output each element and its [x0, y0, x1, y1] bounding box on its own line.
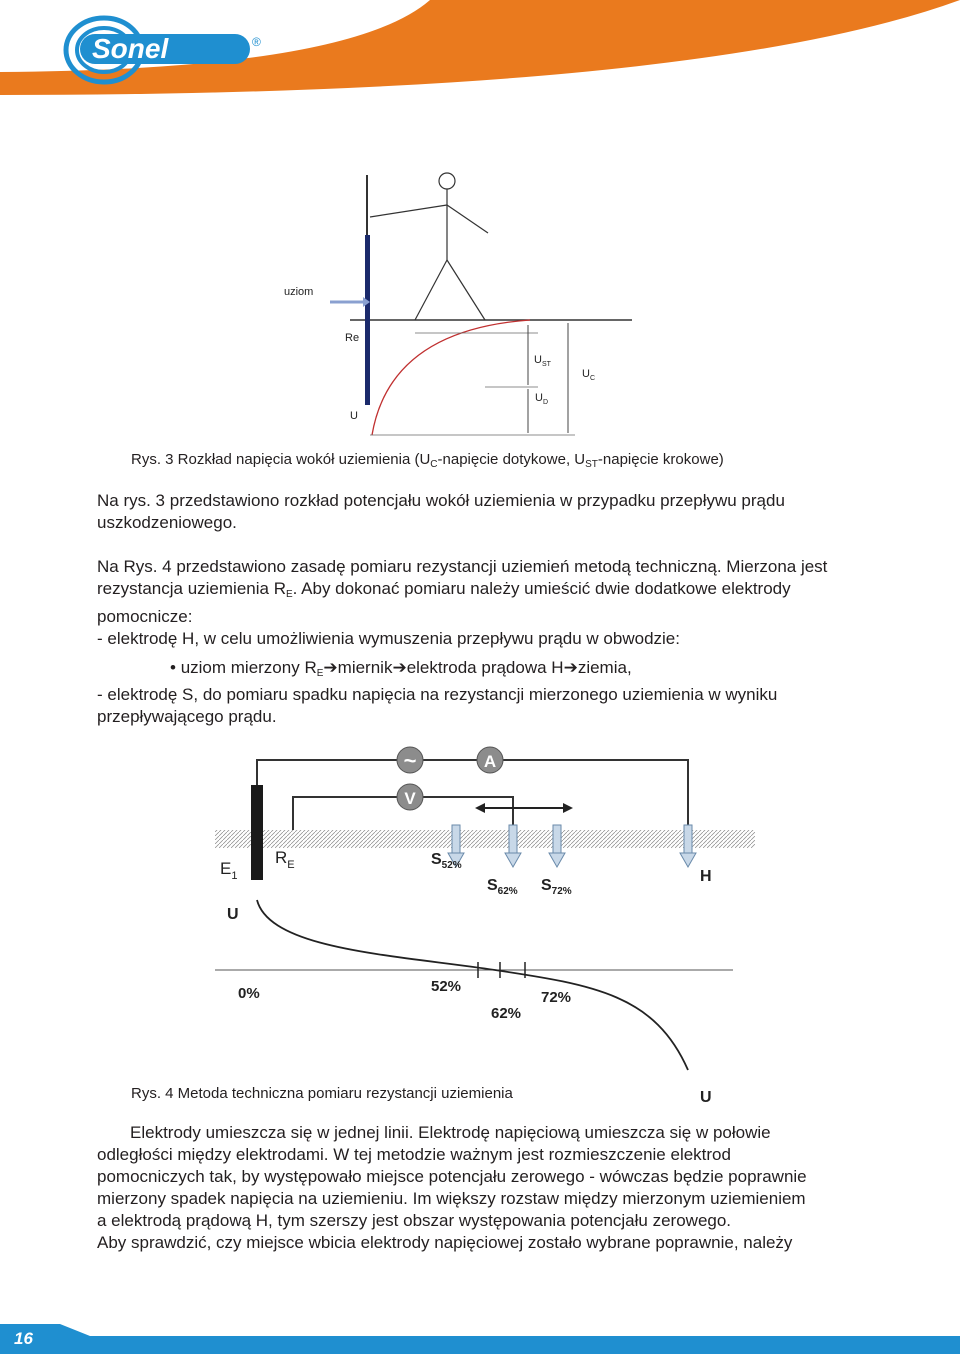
paragraph-2 — [97, 556, 867, 650]
electrode-rod — [365, 235, 370, 405]
p4-line2: odległości między elektrodami. W tej metodzie ważnym jest rozmieszczenie elektrod — [97, 1145, 731, 1164]
label-62pct: 62% — [491, 1005, 522, 1022]
potential-curve-fig4 — [257, 900, 688, 1070]
label-u: U — [350, 410, 358, 422]
bullet-part-d: ziemia, — [577, 658, 632, 677]
p2-line3: pomocnicze: — [97, 607, 193, 626]
arrow-icon: ➔ — [563, 658, 578, 677]
person-figure — [370, 173, 488, 320]
potential-curve — [372, 320, 530, 435]
p1-line2: uszkodzeniowego. — [97, 513, 237, 532]
caption3-middle: -napięcie dotykowe, U — [437, 451, 586, 468]
p2-line4: - elektrodę H, w celu umożliwienia wymuszenia przepływu prądu w obwodzie: — [97, 629, 680, 648]
bullet-part-b: miernik — [337, 658, 393, 677]
arrow-icon: ➔ — [392, 658, 407, 677]
label-u-bottom: U — [700, 1089, 712, 1106]
bullet-item — [170, 658, 632, 679]
label-uziom: uziom — [284, 286, 314, 298]
p4-line4: mierzony spadek napięcia na uziemieniu. Im większy rozstaw między mierzonym uziemieniem — [97, 1189, 806, 1208]
p4-line1: Elektrody umieszcza się w jednej linii. Elektrodę napięciową umieszcza się w połowie — [130, 1123, 771, 1142]
bullet-part-c: elektroda prądowa H — [406, 658, 564, 677]
label-e1: $E_1$ — [220, 859, 238, 882]
label-ust: $U_{ST}$ — [534, 354, 551, 368]
bullet-part-a: uziom mierzony R — [180, 658, 317, 677]
p2-line1: Na Rys. 4 przedstawiono zasadę pomiaru rezystancji uziemień metodą techniczną. Mierzona jest — [97, 557, 828, 576]
label-re: $R_E$ — [275, 848, 295, 871]
footer-bar — [0, 1324, 960, 1354]
ground-strip — [215, 830, 755, 848]
p3-line1: - elektrodę S, do pomiaru spadku napięcia na rezystancji mierzonego uziemienia w wyniku — [97, 685, 778, 704]
caption3-prefix: Rys. 3 Rozkład napięcia wokół uziemienia (U — [131, 451, 431, 468]
voltmeter-label: V — [404, 789, 416, 808]
p4-line3: pomocniczych tak, by występowało miejsce potencjału zerowego - wówczas będzie poprawnie — [97, 1167, 807, 1186]
label-72pct: 72% — [541, 989, 572, 1006]
label-52pct: 52% — [431, 978, 462, 995]
bullet-sub: E — [316, 668, 324, 679]
page-number: 16 — [14, 1329, 33, 1348]
earth-electrode — [251, 785, 263, 880]
move-arrow-left — [475, 803, 485, 813]
header-banner — [0, 0, 960, 112]
label-re: Re — [345, 332, 360, 344]
logo-text: Sonel — [92, 33, 169, 64]
label-ud: $U_D$ — [535, 392, 549, 406]
paragraph-1 — [97, 490, 867, 534]
label-s72: $S_{72\%}$ — [541, 877, 572, 897]
p2-line2-a: rezystancja uziemienia R — [97, 579, 286, 598]
logo-registered-mark: ® — [252, 35, 261, 49]
label-uc: $U_C$ — [582, 368, 596, 382]
label-0pct: 0% — [238, 985, 260, 1002]
figure-3-caption — [131, 451, 724, 470]
paragraph-3 — [97, 684, 867, 728]
p2-line2-b: . Aby dokonać pomiaru należy umieścić dwie dodatkowe elektrody — [292, 579, 791, 598]
caption3-sub2: ST — [585, 459, 598, 470]
p2-line2-sub: E — [285, 589, 293, 600]
caption3-sub1: C — [430, 459, 438, 470]
p1-line1: Na rys. 3 przedstawiono rozkład potencjału wokół uziemienia w przypadku przepływu prądu — [97, 491, 785, 510]
label-h: H — [700, 868, 712, 885]
label-s52: $S_{52\%}$ — [431, 851, 462, 871]
figure-4-technical-method — [195, 740, 765, 1115]
figure-4-caption: Rys. 4 Metoda techniczna pomiaru rezystancji uziemienia — [131, 1085, 513, 1102]
p2-line2 — [97, 578, 867, 606]
p3-line2: przepływającego prądu. — [97, 707, 277, 726]
paragraph-4 — [97, 1122, 867, 1254]
bullet-dot: • — [170, 658, 176, 677]
label-u-top: U — [227, 906, 239, 923]
caption3-suffix: -napięcie krokowe) — [597, 451, 724, 468]
p4-line5: a elektrodą prądową H, tym szerszy jest obszar występowania potencjału zerowego. — [97, 1211, 732, 1230]
move-arrow-right — [563, 803, 573, 813]
ammeter-label: A — [483, 752, 497, 771]
p4-line6: Aby sprawdzić, czy miejsce wbicia elektrody napięciowej zostało wybrane poprawnie, należy — [97, 1233, 793, 1252]
figure-3-potential-distribution — [270, 165, 650, 445]
arrow-icon: ➔ — [323, 658, 338, 677]
ac-source-symbol: ~ — [403, 748, 417, 773]
label-s62: $S_{62\%}$ — [487, 877, 518, 897]
